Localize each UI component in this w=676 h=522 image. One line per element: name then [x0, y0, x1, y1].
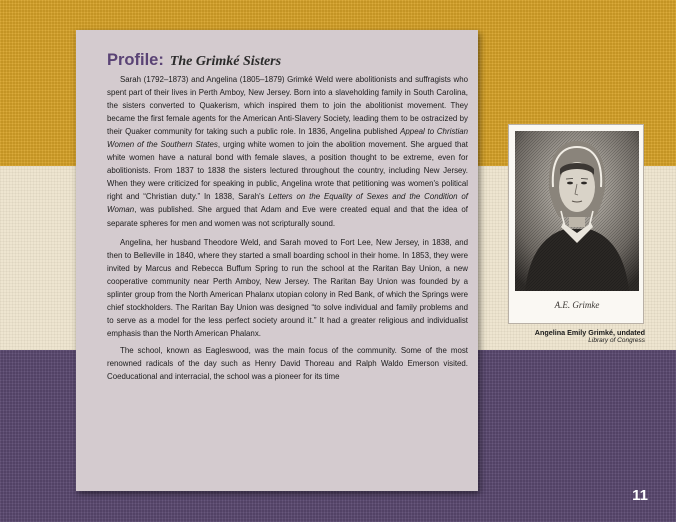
- publication-title: Appeal to Christian Women of the Southern States: [107, 127, 468, 150]
- publication-title: Letters on the Equality of Sexes and the Condition of Woman: [107, 192, 468, 215]
- profile-title: [107, 50, 468, 72]
- caption-credit: Library of Congress: [588, 337, 645, 344]
- portrait-signature: A.E. Grimke: [554, 300, 600, 310]
- portrait-caption: [500, 328, 645, 345]
- profile-paragraph: [107, 344, 468, 383]
- profile-label: Profile:: [107, 51, 164, 69]
- profile-paragraph: [107, 236, 468, 340]
- portrait-engraving: [515, 131, 639, 319]
- portrait-photo: [508, 124, 644, 324]
- caption-title: Angelina Emily Grimké, undated: [534, 328, 645, 337]
- paragraph-text: , urging white women to join the abolition movement. She argued that white women have a natural bond with female slaves, a position thought to be extreme, even for abolitionists. From 1837 to 1838 the sisters lectured throughout the country, including New Jersey. When they were criticized for speaking in public, Angelina wrote that petitioning was women's political right and “Christian duty.” In 1838, Sarah's: [107, 140, 468, 202]
- profile-body: [107, 73, 468, 383]
- paragraph-text: Sarah (1792–1873) and Angelina (1805–1879) Grimké Weld were abolitionists and suffragists who spent part of their lives in Perth Amboy, New Jersey. Born into a slaveholding family in South Carolina, the sisters converted to Quakerism, which inspired them to join the abolitionist movement. They became the first female agents for the American Anti-Slavery Society, leading them to be ostracized by their Quaker community for taking such a public role. In 1836, Angelina published: [107, 75, 468, 137]
- page-number: 11: [632, 487, 648, 504]
- profile-paragraph: [107, 73, 468, 230]
- paragraph-text: The school, known as Eagleswood, was the main focus of the community. Some of the most renowned radicals of the day such as Henry David Thoreau and Ralph Waldo Emerson visited. Coeducational and interracial, the school was a pioneer for its time: [107, 345, 468, 382]
- profile-panel: [76, 30, 478, 491]
- paragraph-text: Angelina, her husband Theodore Weld, and Sarah moved to Fort Lee, New Jersey, in 1838, and then to Belleville in 1840, where they started a small boarding school in their home. In 1853, they were invited by Marcus and Rebecca Buffum Spring to run the school at the Raritan Bay Union, a new cooperative community near Perth Amboy, New Jersey. The Raritan Bay Union was founded by a splinter group from the North American Phalanx utopian colony in Red Bank, of which the Springs were chief stockholders. The Raritan Bay Union was designed “to solve individual and family problems and to serve as a model for the less perfect society around it.” It had a greater religious and individualist emphasis than the North American Phalanx.: [107, 237, 468, 338]
- paragraph-text: , was published. She argued that Adam and Eve were created equal and that the idea of separate spheres for men and women was not scripturally sound.: [107, 205, 468, 228]
- profile-name: The Grimké Sisters: [169, 54, 282, 69]
